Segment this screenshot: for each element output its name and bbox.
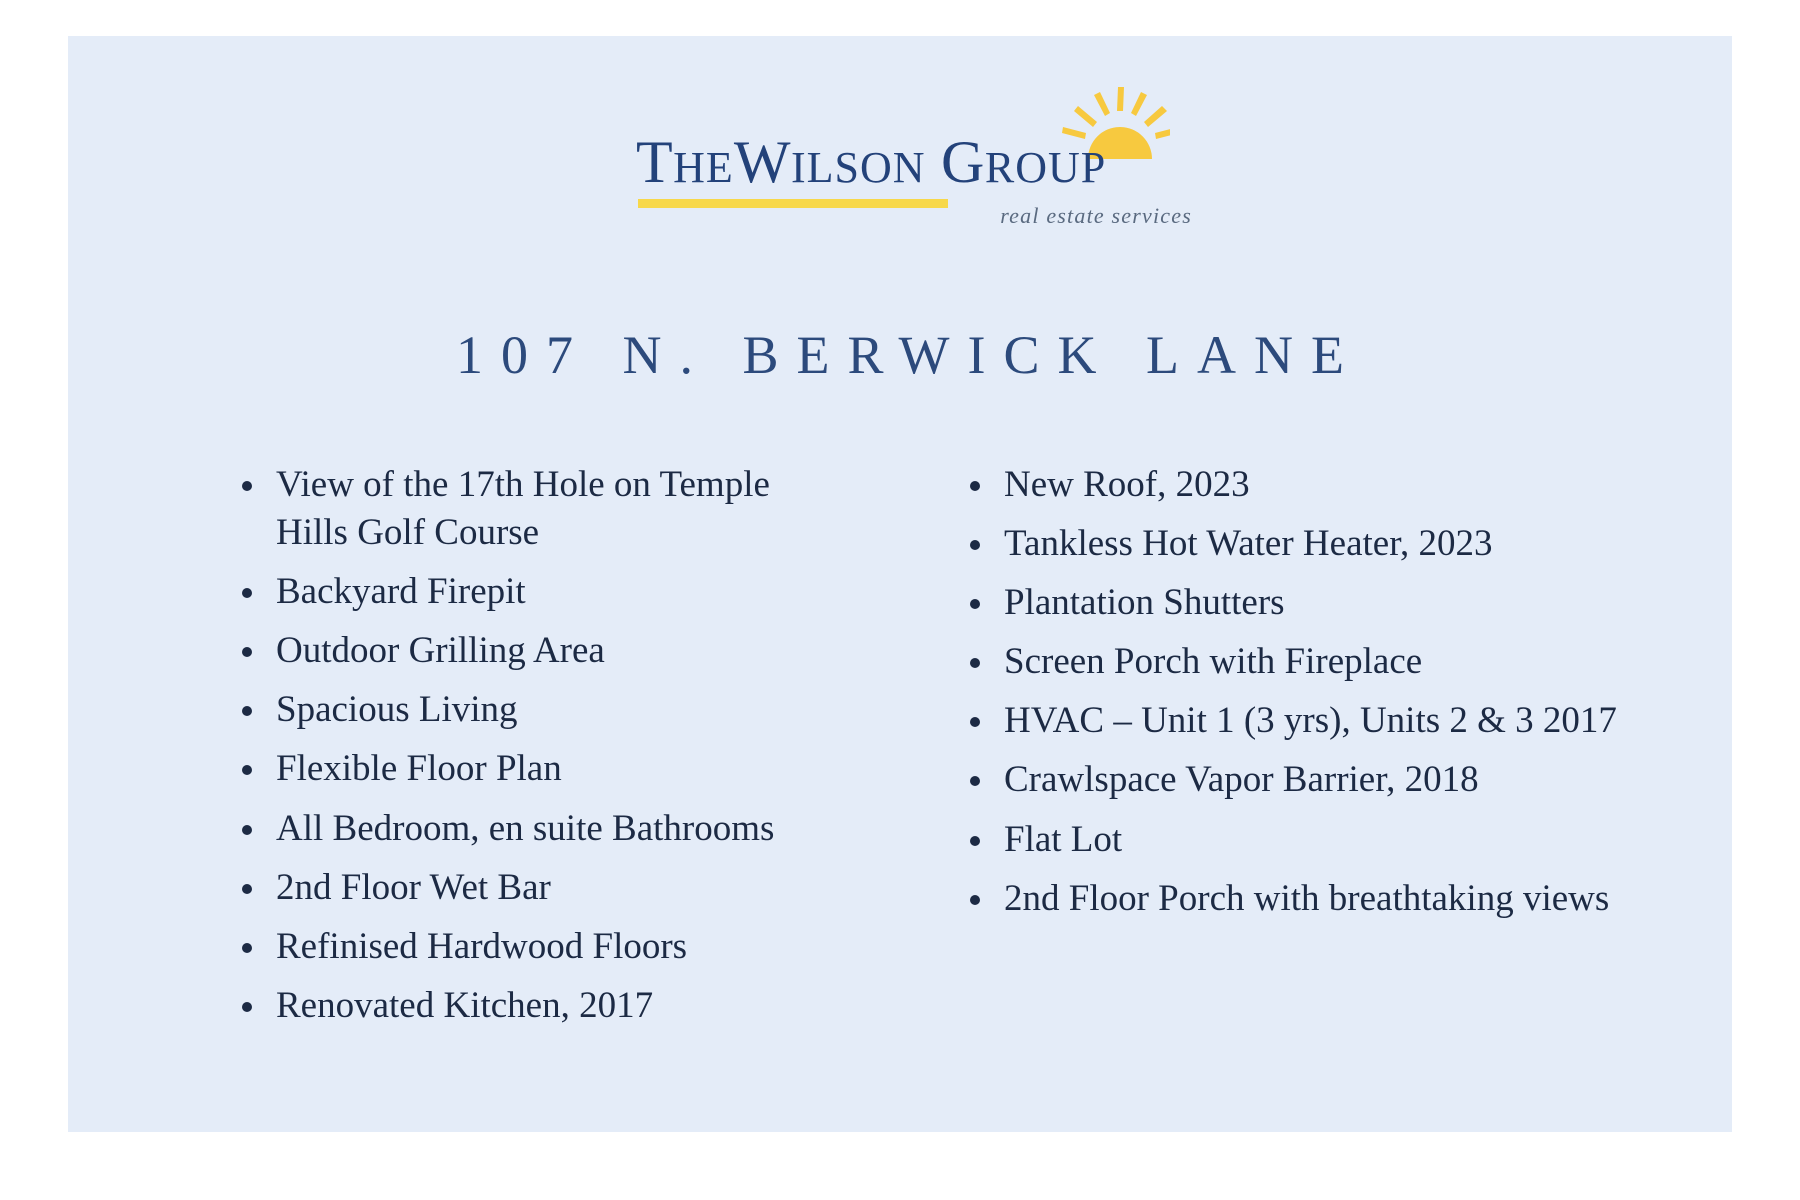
logo-text-he: HE [673,143,734,192]
logo-tagline: real estate services [1000,203,1192,228]
list-item: Backyard Firepit [236,568,838,616]
flyer-card [68,36,1732,1132]
features-left-column [68,461,858,1041]
logo-wordmark [636,128,1106,197]
features-columns [68,461,1732,1041]
list-item: Crawlspace Vapor Barrier, 2018 [964,756,1702,804]
list-item: Spacious Living [236,686,838,734]
features-list-right [964,461,1702,923]
list-item: Renovated Kitchen, 2017 [236,982,838,1030]
list-item: New Roof, 2023 [964,461,1702,509]
logo-text-roup: ROUP [984,143,1107,192]
list-item: Refinised Hardwood Floors [236,923,838,971]
features-right-column [858,461,1732,1041]
logo-underline-rule [638,199,948,208]
logo-letter-w: W [733,129,791,195]
list-item: 2nd Floor Porch with breathtaking views [964,875,1702,923]
logo-text-ilson: ILSON [790,143,926,192]
list-item: Plantation Shutters [964,579,1702,627]
list-item: Screen Porch with Fireplace [964,638,1702,686]
logo-letter-g: G [941,129,985,195]
features-list-left [236,461,838,1030]
list-item: HVAC – Unit 1 (3 yrs), Units 2 & 3 2017 [964,697,1702,745]
logo-letter-t: T [636,129,674,195]
list-item: View of the 17th Hole on Temple Hills Golf Course [236,461,838,557]
list-item: Flexible Floor Plan [236,745,838,793]
list-item: All Bedroom, en suite Bathrooms [236,805,838,853]
list-item: Outdoor Grilling Area [236,627,838,675]
page-title: 107 N. BERWICK LANE [456,325,1362,385]
list-item: 2nd Floor Wet Bar [236,864,838,912]
brand-logo [68,81,1732,261]
list-item: Tankless Hot Water Heater, 2023 [964,520,1702,568]
list-item: Flat Lot [964,816,1702,864]
